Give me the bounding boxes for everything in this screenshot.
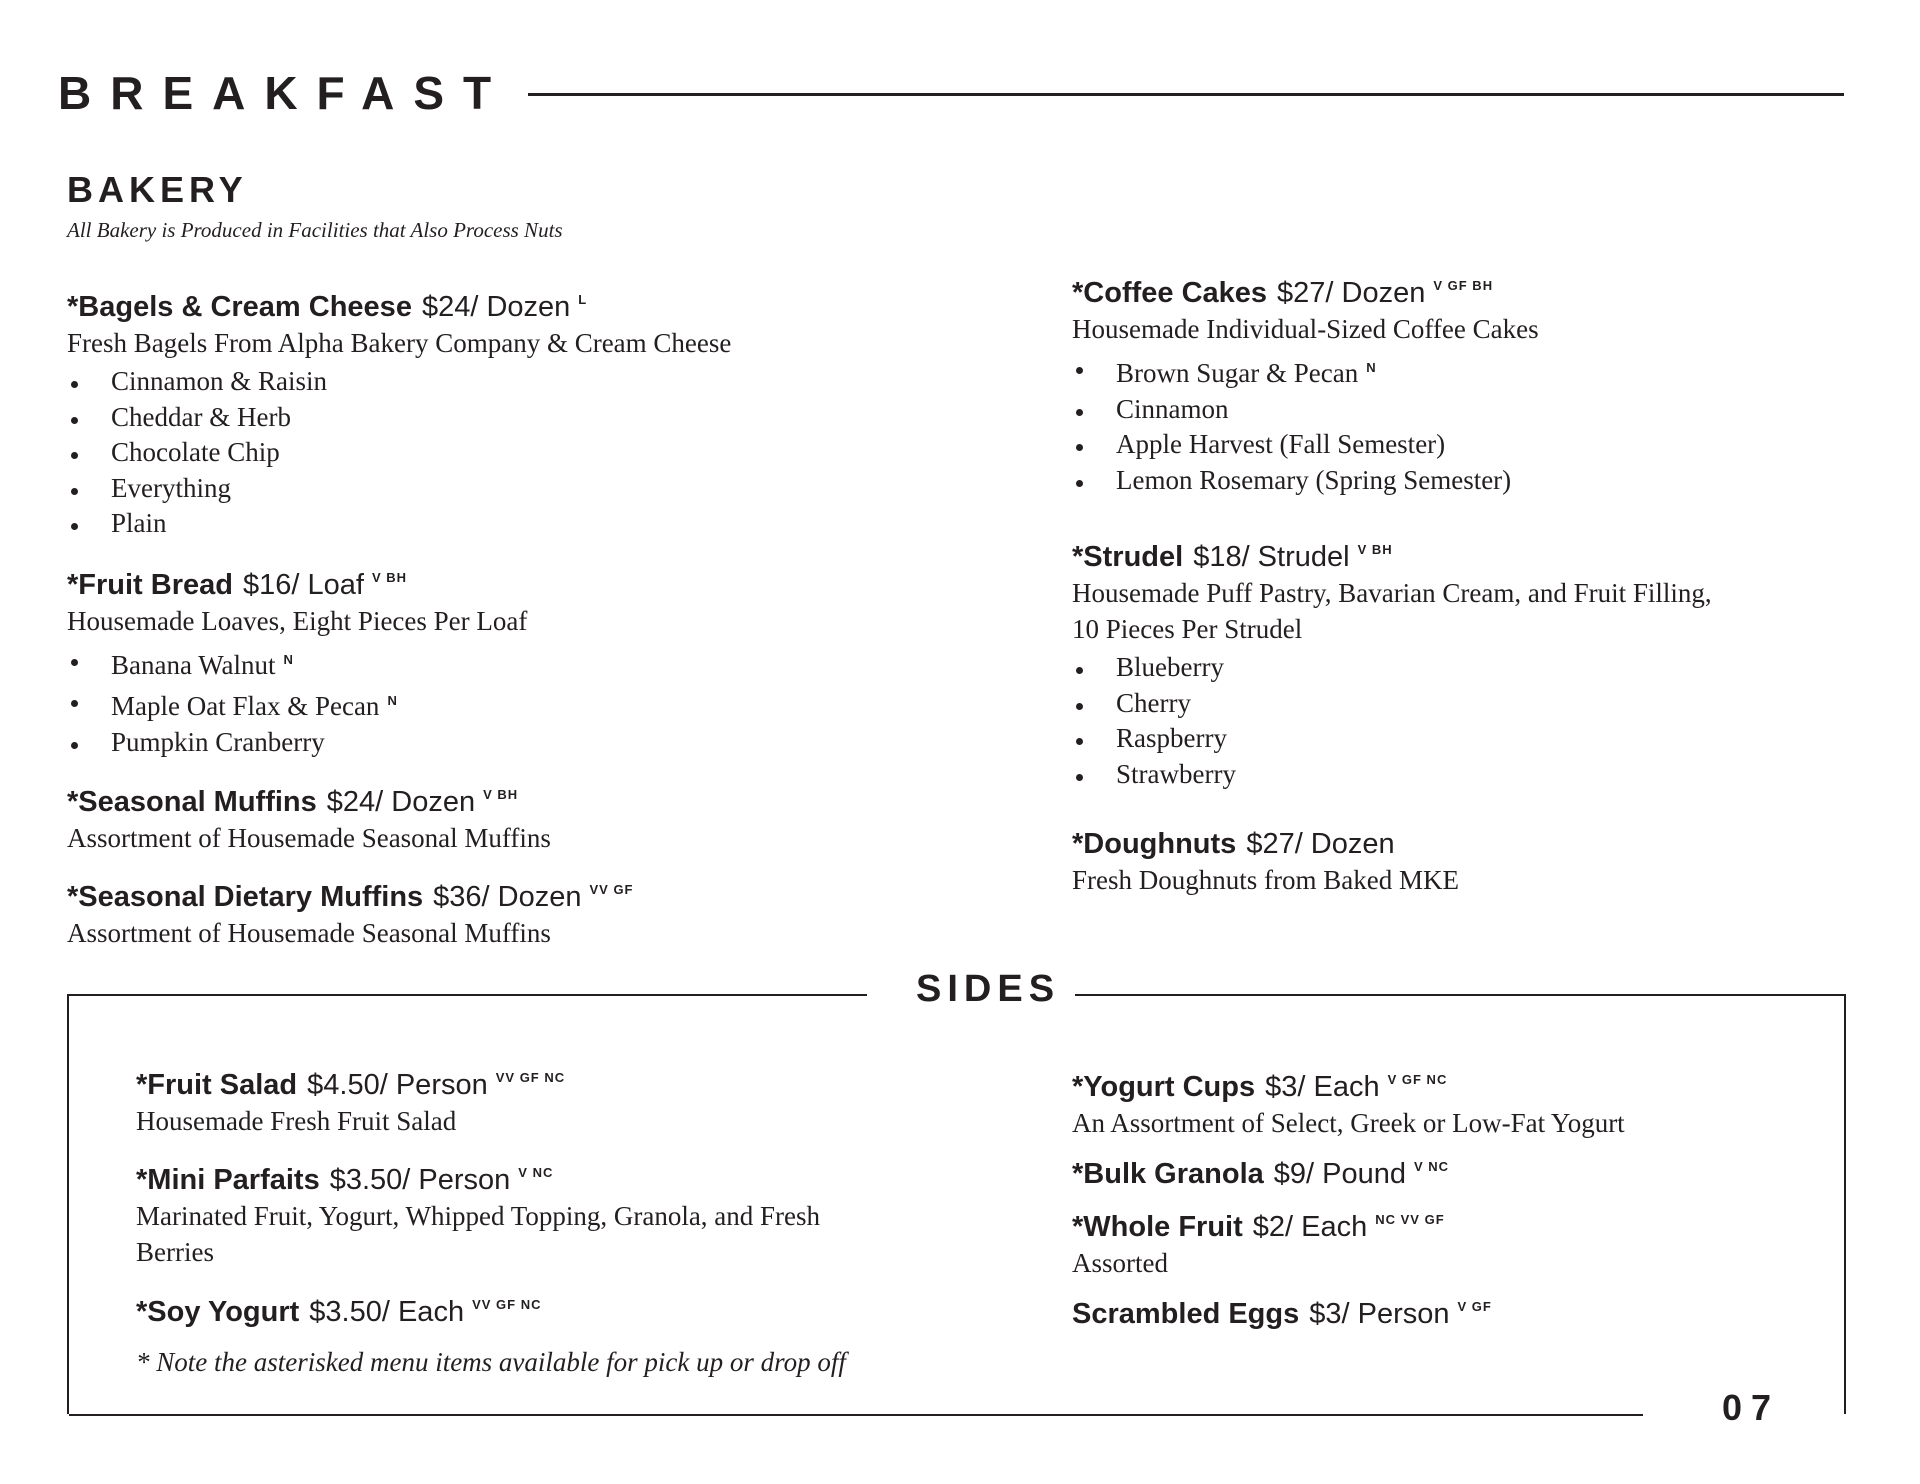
menu-item-price: $36/ Dozen xyxy=(433,881,582,913)
option-label: Banana Walnut xyxy=(111,649,276,680)
option-item xyxy=(67,471,967,507)
menu-item xyxy=(67,777,967,856)
sides-bottom-rule xyxy=(69,1414,1643,1416)
option-list xyxy=(67,364,967,542)
option-item xyxy=(67,642,967,684)
menu-item-header xyxy=(1072,1202,1772,1245)
menu-item-name: *Mini Parfaits xyxy=(136,1164,320,1196)
menu-item-price: $2/ Each xyxy=(1252,1211,1368,1243)
option-label: Brown Sugar & Pecan xyxy=(1116,358,1359,388)
option-item xyxy=(1072,350,1772,392)
menu-item-description: Fresh Bagels From Alpha Bakery Company & Cream Cheese xyxy=(67,328,732,358)
dietary-tags: L xyxy=(578,292,588,307)
menu-item-header xyxy=(1072,1062,1772,1105)
option-label: Everything xyxy=(111,472,231,503)
menu-item xyxy=(1072,1289,1772,1332)
menu-item-description: An Assortment of Select, Greek or Low-Fat Yogurt xyxy=(1072,1108,1625,1138)
menu-item-name: Scrambled Eggs xyxy=(1072,1298,1300,1330)
menu-item-price: $27/ Dozen xyxy=(1277,277,1426,309)
page-title: BREAKFAST xyxy=(58,67,511,119)
option-item xyxy=(67,364,967,400)
menu-item-name: *Seasonal Dietary Muffins xyxy=(67,881,424,913)
menu-item-header xyxy=(1072,268,1772,311)
option-label: Pumpkin Cranberry xyxy=(111,726,325,757)
menu-item-price: $9/ Pound xyxy=(1273,1158,1407,1190)
menu-item-name: *Seasonal Muffins xyxy=(67,786,317,818)
menu-item-header xyxy=(1072,532,1772,575)
menu-item xyxy=(136,1287,896,1330)
menu-item-price: $3.50/ Each xyxy=(309,1296,465,1328)
menu-item-price: $24/ Dozen xyxy=(421,291,571,323)
option-item xyxy=(67,435,967,471)
option-label: Blueberry xyxy=(1116,652,1224,682)
dietary-tags: NC VV GF xyxy=(1375,1212,1445,1227)
option-label: Apple Harvest (Fall Semester) xyxy=(1116,429,1446,459)
asterisk-note: * Note the asterisked menu items available for pick up or drop off xyxy=(136,1347,846,1377)
menu-item-header xyxy=(67,872,967,915)
menu-item-header xyxy=(136,1060,896,1103)
bakery-title: BAKERY xyxy=(67,169,248,210)
option-label: Cinnamon & Raisin xyxy=(111,366,327,396)
option-label: Cherry xyxy=(1116,687,1191,718)
dietary-tags: VV GF NC xyxy=(495,1070,566,1085)
sides-top-rule-right xyxy=(1075,994,1846,996)
menu-item-header xyxy=(67,282,967,325)
option-item xyxy=(67,400,967,436)
menu-item-name: *Soy Yogurt xyxy=(136,1296,300,1328)
option-label: Maple Oat Flax & Pecan xyxy=(111,691,380,721)
option-label: Lemon Rosemary (Spring Semester) xyxy=(1116,464,1512,495)
option-tag: N xyxy=(387,693,397,708)
dietary-tags: VV GF NC xyxy=(472,1297,542,1312)
menu-item xyxy=(1072,1149,1772,1192)
dietary-tags: V BH xyxy=(371,569,407,585)
menu-item xyxy=(1072,268,1772,498)
menu-item-description: Assortment of Housemade Seasonal Muffins xyxy=(67,823,551,853)
option-label: Chocolate Chip xyxy=(111,437,280,467)
sides-title: SIDES xyxy=(916,968,1061,1010)
menu-item-name: *Doughnuts xyxy=(1072,828,1237,860)
option-tag: N xyxy=(283,651,293,667)
menu-item-header xyxy=(1072,1289,1772,1332)
dietary-tags: V NC xyxy=(1414,1159,1450,1174)
menu-item-name: *Fruit Salad xyxy=(136,1069,298,1101)
title-divider xyxy=(528,93,1844,96)
dietary-tags: V GF BH xyxy=(1433,278,1494,293)
option-label: Plain xyxy=(111,508,167,538)
option-label: Strawberry xyxy=(1116,758,1236,789)
option-item xyxy=(1072,686,1772,722)
menu-item-price: $27/ Dozen xyxy=(1246,828,1395,860)
dietary-tags: V NC xyxy=(518,1165,554,1180)
menu-item-description: Assorted xyxy=(1072,1248,1168,1278)
option-item xyxy=(67,506,967,542)
menu-item-description: Fresh Doughnuts from Baked MKE xyxy=(1072,865,1459,895)
menu-item xyxy=(67,560,967,761)
menu-item-description: Marinated Fruit, Yogurt, Whipped Topping, Granola, and Fresh Berries xyxy=(136,1201,821,1267)
menu-item-description: Housemade Puff Pastry, Bavarian Cream, and Fruit Filling, 10 Pieces Per Strudel xyxy=(1072,578,1712,644)
menu-item xyxy=(136,1060,896,1139)
menu-item-price: $18/ Strudel xyxy=(1193,541,1350,573)
menu-item-header xyxy=(136,1155,896,1198)
menu-item-description: Assortment of Housemade Seasonal Muffins xyxy=(67,918,551,948)
menu-item-price: $3.50/ Person xyxy=(329,1164,511,1196)
dietary-tags: V GF xyxy=(1457,1299,1492,1314)
dietary-tags: V BH xyxy=(483,787,519,802)
menu-item xyxy=(1072,1062,1772,1141)
sides-left-column xyxy=(136,1060,896,1380)
bakery-right-column xyxy=(1072,268,1772,898)
menu-item-name: *Whole Fruit xyxy=(1072,1211,1243,1243)
dietary-tags: VV GF xyxy=(589,882,634,897)
menu-item-price: $24/ Dozen xyxy=(326,786,476,818)
sides-right-column xyxy=(1072,1062,1772,1332)
dietary-tags: V GF NC xyxy=(1387,1072,1448,1087)
menu-item xyxy=(67,282,967,542)
menu-item-description: Housemade Individual-Sized Coffee Cakes xyxy=(1072,314,1539,344)
option-item xyxy=(1072,721,1772,757)
bakery-header xyxy=(67,169,563,243)
menu-item-header xyxy=(1072,1149,1772,1192)
menu-item-name: *Bulk Granola xyxy=(1072,1158,1264,1190)
menu-item-header xyxy=(67,777,967,820)
menu-item-price: $16/ Loaf xyxy=(242,568,364,601)
option-item xyxy=(1072,463,1772,499)
option-list xyxy=(1072,650,1772,792)
option-item xyxy=(67,725,967,761)
menu-item-name: *Strudel xyxy=(1072,541,1184,573)
menu-item-name: *Yogurt Cups xyxy=(1072,1071,1256,1103)
menu-item xyxy=(136,1155,896,1270)
bakery-left-column xyxy=(67,282,967,951)
menu-item-name: *Bagels & Cream Cheese xyxy=(67,291,412,323)
menu-item xyxy=(1072,1202,1772,1281)
option-item xyxy=(1072,427,1772,463)
option-item xyxy=(1072,757,1772,793)
menu-item-name: *Fruit Bread xyxy=(67,568,233,601)
option-item xyxy=(1072,650,1772,686)
menu-item xyxy=(1072,826,1772,898)
menu-item-price: $4.50/ Person xyxy=(307,1069,488,1101)
menu-item-header xyxy=(1072,826,1772,862)
dietary-tags: V BH xyxy=(1357,542,1393,557)
menu-item-header xyxy=(67,560,967,603)
menu-item-description: Housemade Loaves, Eight Pieces Per Loaf xyxy=(67,605,528,636)
menu-item-name: *Coffee Cakes xyxy=(1072,277,1268,309)
menu-item-header xyxy=(136,1287,896,1330)
page-number: 07 xyxy=(1722,1387,1781,1428)
option-list xyxy=(67,642,967,761)
menu-item xyxy=(67,872,967,951)
option-tag: N xyxy=(1366,360,1376,375)
menu-item-price: $3/ Each xyxy=(1265,1071,1380,1103)
option-label: Cheddar & Herb xyxy=(111,401,291,432)
option-item xyxy=(1072,392,1772,428)
option-item xyxy=(67,683,967,725)
menu-item-price: $3/ Person xyxy=(1309,1298,1450,1330)
menu-item-description: Housemade Fresh Fruit Salad xyxy=(136,1106,457,1136)
menu-item xyxy=(1072,532,1772,792)
bakery-note: All Bakery is Produced in Facilities that Also Process Nuts xyxy=(67,218,563,242)
option-list xyxy=(1072,350,1772,498)
option-label: Raspberry xyxy=(1116,723,1227,753)
option-label: Cinnamon xyxy=(1116,393,1229,424)
sides-top-rule-left xyxy=(69,994,867,996)
